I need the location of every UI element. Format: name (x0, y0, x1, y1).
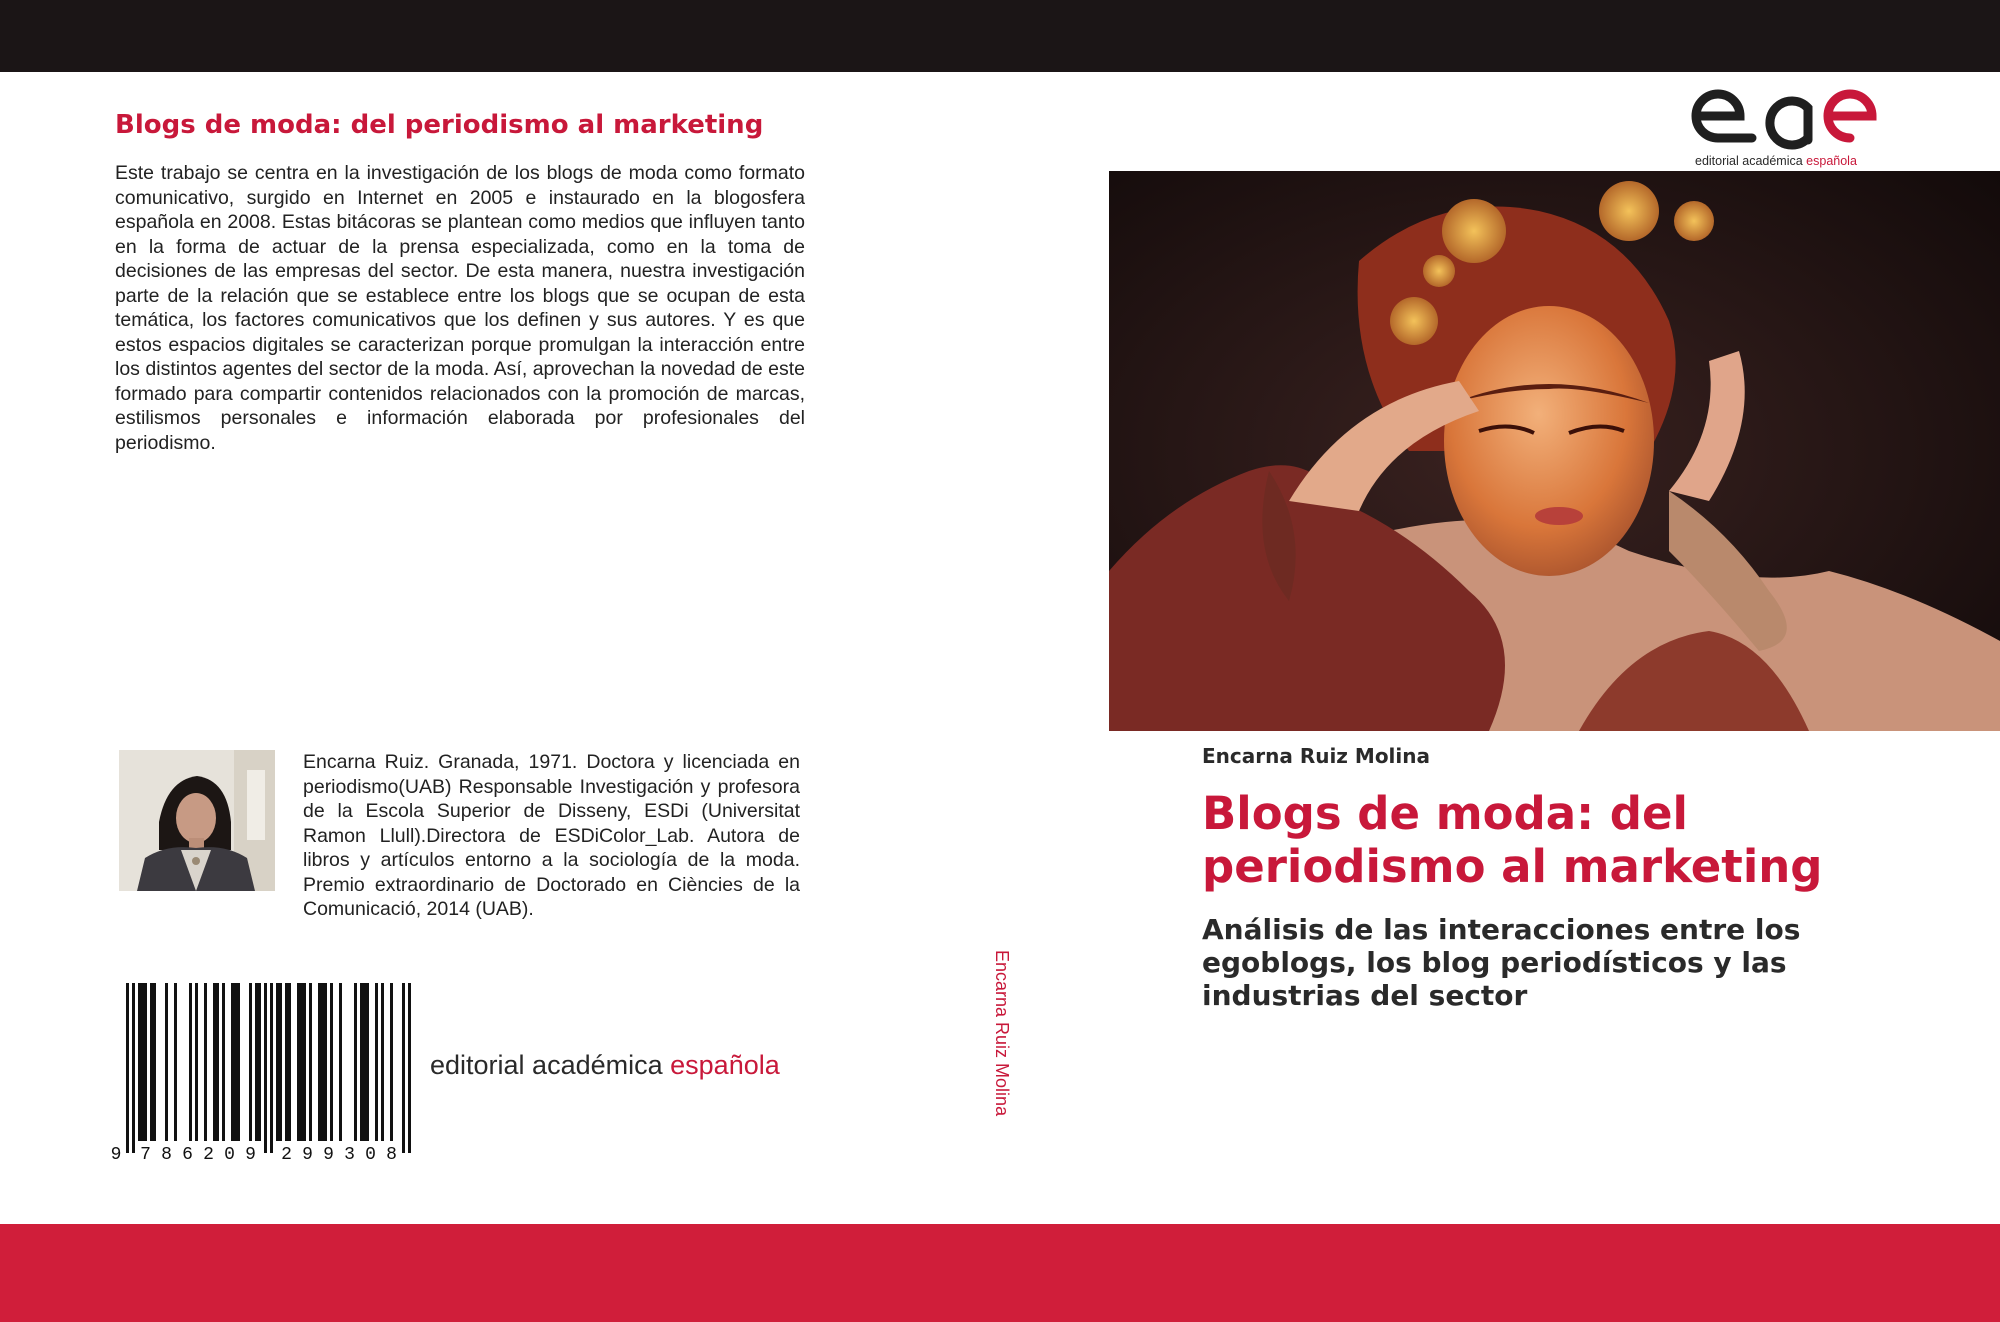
back-publisher-name (430, 1050, 810, 1081)
barcode-bar (408, 983, 411, 1153)
spine-author: Encarna Ruiz Molina (992, 950, 1012, 1117)
back-publisher-main: editorial académica (430, 1050, 671, 1080)
barcode-bar (285, 983, 288, 1141)
barcode-digit: 7 (140, 1145, 151, 1161)
barcode-bar (255, 983, 258, 1141)
top-band (0, 0, 2000, 72)
barcode-bar (354, 983, 357, 1141)
author-bio: Encarna Ruiz. Granada, 1971. Doctora y licenciada en periodismo(UAB) Responsable Investigación y profesora de la Escola Superior de Disseny, ESDi (Universitat Ramon Llull).Directora de ESDiColor_Lab. Autora de libros y artículos entorno a la sociología de la moda. Premio extraordinario de Doctorado en Ciències de la Comunicació, 2014 (UAB). (303, 751, 800, 920)
barcode-digit: 9 (323, 1145, 334, 1161)
barcode-digit: 2 (203, 1145, 214, 1161)
barcode-bar (381, 983, 384, 1141)
barcode-digit: 2 (281, 1145, 292, 1161)
barcode-digit: 3 (344, 1145, 355, 1161)
back-publisher-accent: española (670, 1050, 780, 1080)
barcode-bar (390, 983, 393, 1141)
barcode-digit: 0 (365, 1145, 376, 1161)
barcode-bar (216, 983, 219, 1141)
front-cover-author: Encarna Ruiz Molina (1202, 744, 1430, 768)
isbn-barcode (110, 983, 420, 1161)
barcode-bar (375, 983, 378, 1141)
barcode-bar (213, 983, 216, 1141)
barcode-bar (165, 983, 168, 1141)
barcode-bar (321, 983, 324, 1141)
barcode-digit: 6 (182, 1145, 193, 1161)
barcode-bar (141, 983, 144, 1141)
barcode-bar (279, 983, 282, 1141)
barcode-bar (153, 983, 156, 1141)
cover-photo (1109, 171, 2000, 731)
barcode-bar (138, 983, 141, 1141)
barcode-digit: 0 (224, 1145, 235, 1161)
barcode-bar (363, 983, 366, 1141)
logo-accent: española (1806, 154, 1857, 168)
logo-wordmark (1695, 154, 1900, 168)
barcode-bar (339, 983, 342, 1141)
back-cover-blurb: Este trabajo se centra en la investigación de los blogs de moda como formato comunicativo, surgido en Internet en 2005 e instaurado en la blogosfera española en 2008. Estas bitácoras se plantean como medios que influyen tanto en la forma de actuar de la prensa especializada, como en la toma de decisiones de las empresas del sector. De esta manera, nuestra investigación parte de la relación que se establece entre los blogs que se ocupan de esta temática, los factores comunicativos que los definen y sus autores. Y es que estos espacios digitales se caracterizan porque promulgan la interacción entre los distintos agentes del sector de la moda. Así, aprovechan la novedad de este formado para compartir contenidos relacionados con la promoción de marcas, estilismos personales e información elaborada por profesionales del periodismo. (115, 162, 805, 454)
barcode-bar (249, 983, 252, 1141)
barcode-bar (303, 983, 306, 1141)
barcode-bar (222, 983, 225, 1141)
barcode-bar (204, 983, 207, 1141)
barcode-bar (402, 983, 405, 1153)
spine (980, 950, 1010, 1150)
publisher-logo (1690, 88, 1900, 170)
logo-main: editorial académica (1695, 154, 1807, 168)
barcode-bar (264, 983, 267, 1153)
barcode-bar (189, 983, 192, 1141)
barcode-bar (150, 983, 153, 1141)
barcode-digit: 8 (386, 1145, 397, 1161)
barcode-bar (258, 983, 261, 1141)
barcode-bar (324, 983, 327, 1141)
barcode-bar (297, 983, 300, 1141)
barcode-digit: 9 (245, 1145, 256, 1161)
front-cover-title: Blogs de moda: del periodismo al marketing (1202, 787, 1823, 893)
barcode-bar (231, 983, 234, 1141)
barcode-bar (288, 983, 291, 1141)
barcode-bar (270, 983, 273, 1153)
barcode-bar (366, 983, 369, 1141)
barcode-bar (318, 983, 321, 1141)
bottom-band (0, 1224, 2000, 1322)
back-cover-title: Blogs de moda: del periodismo al marketing (115, 110, 764, 140)
barcode-bar (237, 983, 240, 1141)
barcode-bar (144, 983, 147, 1141)
barcode-bar (330, 983, 333, 1141)
barcode-digit: 8 (161, 1145, 172, 1161)
barcode-digit: 9 (302, 1145, 313, 1161)
author-photo (119, 750, 275, 891)
barcode-digit: 9 (110, 1145, 122, 1161)
barcode-bar (195, 983, 198, 1141)
barcode-bar (300, 983, 303, 1141)
barcode-bar (309, 983, 312, 1141)
front-cover-subtitle: Análisis de las interacciones entre los egoblogs, los blog periodísticos y las industrias del sector (1202, 913, 1801, 1012)
barcode-bar (126, 983, 129, 1153)
barcode-bar (276, 983, 279, 1141)
barcode-bar (132, 983, 135, 1153)
barcode-bar (360, 983, 363, 1141)
barcode-bar (234, 983, 237, 1141)
barcode-bar (174, 983, 177, 1141)
